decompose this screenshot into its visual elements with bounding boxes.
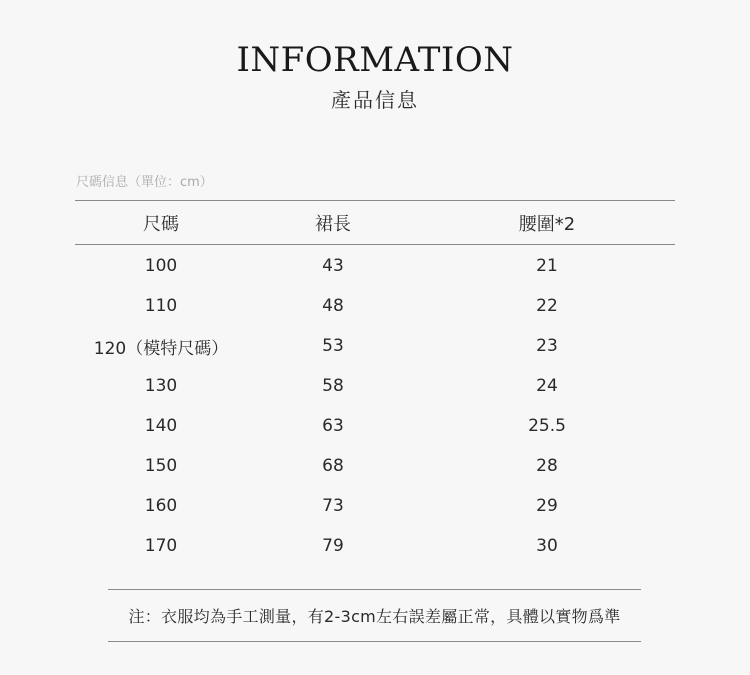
cell-skirt-length: 68 <box>322 456 344 476</box>
table-row <box>75 366 675 406</box>
cell-skirt-length: 63 <box>322 416 344 436</box>
measurement-note: 注：衣服均為手工測量，有2-3cm左右誤差屬正常，具體以實物爲準 <box>128 607 621 626</box>
column-header-skirt-length: 裙長 <box>315 213 351 235</box>
cell-waist: 23 <box>536 336 558 356</box>
cell-waist: 30 <box>536 536 558 556</box>
table-row <box>75 486 675 526</box>
cell-size: 100 <box>144 256 178 276</box>
cell-skirt-length: 48 <box>322 296 344 316</box>
note-top-divider <box>108 589 641 590</box>
column-header-size: 尺碼 <box>143 213 179 235</box>
cell-waist: 22 <box>536 296 558 316</box>
size-table <box>75 200 675 566</box>
cell-size: 140 <box>144 416 178 436</box>
page-subtitle: 產品信息 <box>331 88 419 112</box>
cell-waist: 28 <box>536 456 558 476</box>
cell-size: 160 <box>144 496 178 516</box>
cell-waist: 24 <box>536 376 558 396</box>
table-body <box>75 245 675 566</box>
note-bottom-divider <box>108 641 641 642</box>
table-row <box>75 246 675 286</box>
table-header-row <box>75 201 675 244</box>
page-title: INFORMATION <box>236 40 514 80</box>
cell-skirt-length: 58 <box>322 376 344 396</box>
cell-size: 110 <box>144 296 178 316</box>
cell-skirt-length: 73 <box>322 496 344 516</box>
table-row <box>75 286 675 326</box>
table-row <box>75 446 675 486</box>
cell-skirt-length: 79 <box>322 536 344 556</box>
table-caption: 尺碼信息（單位：cm） <box>76 175 213 190</box>
cell-skirt-length: 53 <box>322 336 344 356</box>
cell-size: 120（模特尺碼） <box>93 338 229 359</box>
table-row <box>75 326 675 366</box>
column-header-waist: 腰圍*2 <box>518 213 576 235</box>
cell-skirt-length: 43 <box>322 256 344 276</box>
cell-waist: 21 <box>536 256 558 276</box>
cell-size: 150 <box>144 456 178 476</box>
table-row <box>75 526 675 566</box>
table-row <box>75 406 675 446</box>
cell-size: 130 <box>144 376 178 396</box>
cell-waist: 25.5 <box>528 416 566 436</box>
cell-size: 170 <box>144 536 178 556</box>
cell-waist: 29 <box>536 496 558 516</box>
